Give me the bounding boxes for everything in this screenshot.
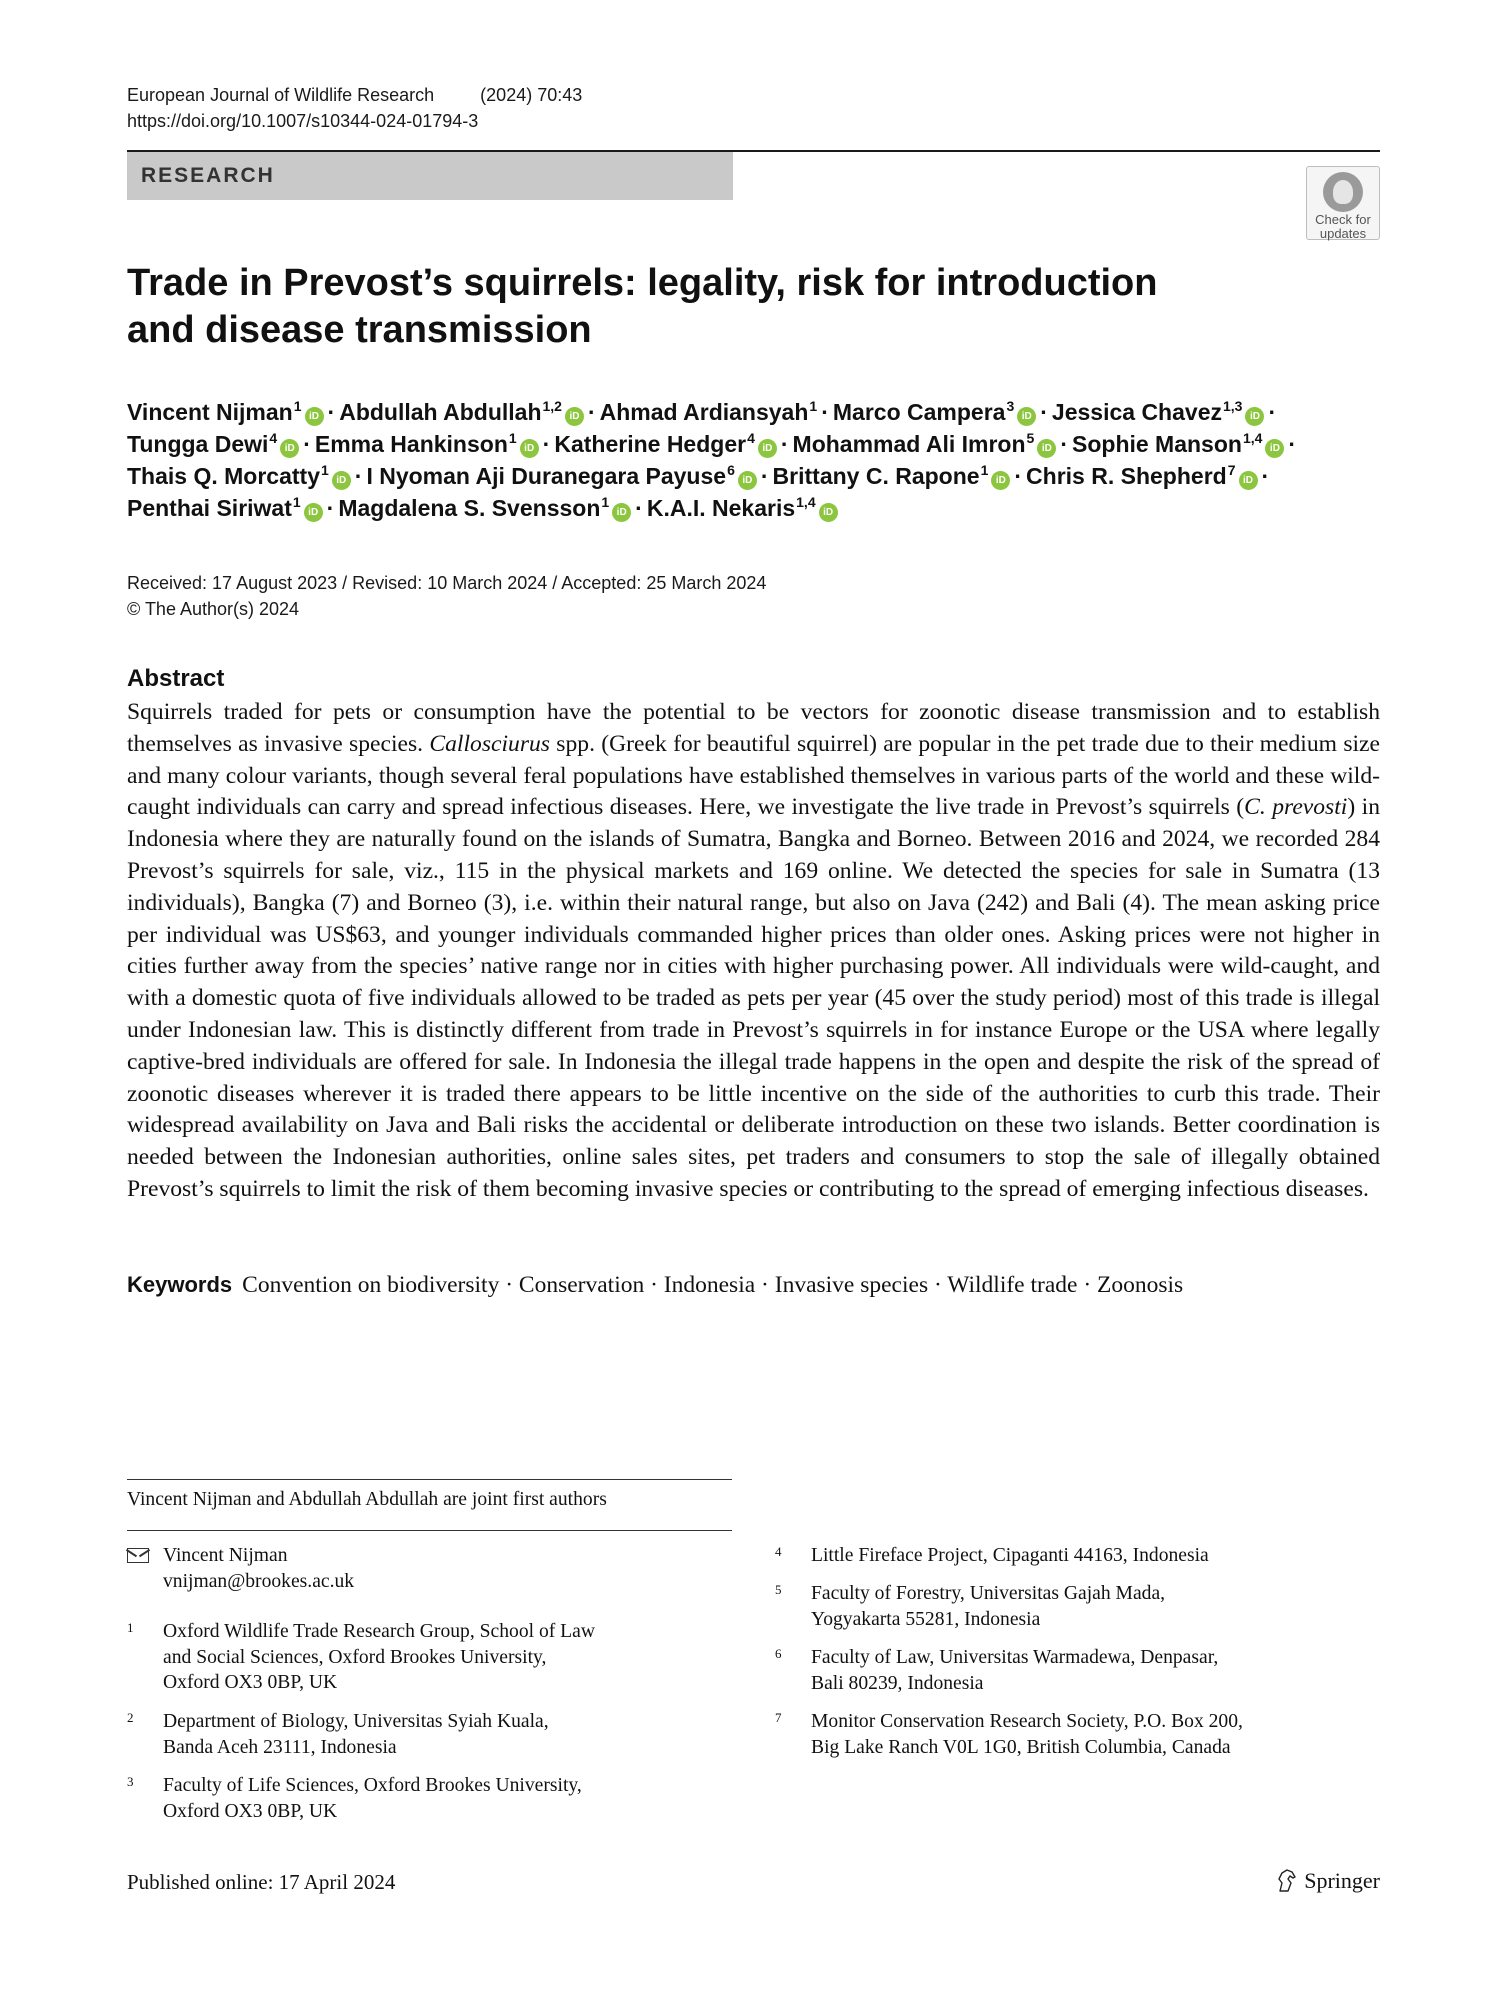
author-affiliation: 1 bbox=[320, 462, 329, 478]
author-name: Penthai Siriwat bbox=[127, 495, 292, 521]
author-affiliation: 4 bbox=[747, 430, 755, 446]
author-name: Brittany C. Rapone bbox=[772, 463, 980, 489]
abstract-text-2: spp. (Greek for beautiful squirrel) are popular in the pet trade due to their medium size and many colour variants, though several feral populations have established themselves in various parts of the world and these wild-caught individuals can carry and spread infectious diseases. Here, we investigate the live trade in Prevost’s squirrels ( bbox=[127, 730, 1380, 821]
author-affiliation: 7 bbox=[1227, 462, 1236, 478]
orcid-icon[interactable]: iD bbox=[612, 503, 631, 522]
author-name: Katherine Hedger bbox=[554, 431, 747, 457]
author-name: Magdalena S. Svensson bbox=[338, 495, 601, 521]
author-name: Vincent Nijman bbox=[127, 399, 293, 425]
orcid-icon[interactable]: iD bbox=[1037, 439, 1056, 458]
mail-icon bbox=[127, 1548, 149, 1563]
author-separator: · bbox=[1288, 431, 1297, 457]
orcid-icon[interactable]: iD bbox=[520, 439, 539, 458]
copyright: © The Author(s) 2024 bbox=[127, 599, 300, 619]
abstract-species: C. prevosti bbox=[1244, 794, 1348, 821]
affiliation-line: Yogyakarta 55281, Indonesia bbox=[811, 1608, 1041, 1630]
author[interactable] bbox=[793, 431, 1057, 457]
author-name: Tungga Dewi bbox=[127, 431, 269, 457]
check-updates-line1: Check for bbox=[1315, 212, 1371, 227]
keywords bbox=[127, 1269, 1183, 1301]
author-name: Sophie Manson bbox=[1072, 431, 1242, 457]
abstract-text-1: Squirrels traded for pets or consumption have the potential to be vectors for zoonotic disease transmission and to establish themselves as invasive species. bbox=[127, 699, 1380, 757]
author-separator: · bbox=[1060, 431, 1068, 457]
affiliation-line: Faculty of Life Sciences, Oxford Brookes University, bbox=[163, 1775, 582, 1796]
author-separator: · bbox=[354, 463, 363, 489]
author-affiliation: 1 bbox=[508, 430, 517, 446]
affiliation-number: 6 bbox=[775, 1646, 782, 1661]
springer-logo bbox=[1276, 1868, 1380, 1894]
author[interactable] bbox=[127, 463, 351, 489]
author-separator: · bbox=[821, 399, 829, 425]
keywords-label: Keywords bbox=[127, 1272, 233, 1297]
author[interactable] bbox=[647, 495, 838, 521]
author-name: Jessica Chavez bbox=[1051, 399, 1222, 425]
journal-header bbox=[127, 82, 582, 134]
affiliation-number: 7 bbox=[775, 1710, 782, 1725]
affiliation-line: Little Fireface Project, Cipaganti 44163, Indonesia bbox=[811, 1545, 1209, 1566]
affiliation-line: Faculty of Forestry, Universitas Gajah Mada, bbox=[811, 1583, 1166, 1604]
author-separator: · bbox=[587, 399, 596, 425]
author-list bbox=[127, 396, 1387, 524]
footnotes-right bbox=[775, 1543, 1380, 1773]
abstract-heading: Abstract bbox=[127, 665, 225, 692]
author-affiliation: 1,4 bbox=[1242, 430, 1263, 446]
keywords-list: Convention on biodiversity · Conservation · Indonesia · Invasive species · Wildlife trade · Zoonosis bbox=[242, 1272, 1184, 1298]
orcid-icon[interactable]: iD bbox=[1245, 407, 1264, 426]
affiliation-line: Oxford Wildlife Trade Research Group, School of Law bbox=[163, 1621, 595, 1642]
affiliation-line: Oxford OX3 0BP, UK bbox=[163, 1672, 338, 1693]
corresponding-email[interactable]: vnijman@brookes.ac.uk bbox=[163, 1570, 355, 1592]
orcid-icon[interactable]: iD bbox=[565, 407, 584, 426]
article-dates bbox=[127, 570, 766, 622]
author-name: Thais Q. Morcatty bbox=[127, 463, 320, 489]
author-name: I Nyoman Aji Duranegara Payuse bbox=[366, 463, 727, 489]
publisher-name: Springer bbox=[1304, 1868, 1380, 1893]
author-affiliation: 1 bbox=[980, 462, 989, 478]
abstract-text-3: ) in Indonesia where they are naturally found on the islands of Sumatra, Bangka and Borneo. Between 2016 and 2024, we recorded 284 Prevost’s squirrels for sale, viz., 115 in the physical markets and 169 online. We detected the species for sale in Sumatra (13 individuals), Bangka (7) and Borneo (3), i.e. within their natural range, but also on Java (242) and Bali (4). The mean asking price per individual was US$63, and younger individuals commanded higher prices than older ones. Asking prices were not higher in cities further away from the species’ native range nor in cities with higher purchasing power. All individuals were wild-caught, and with a domestic quota of five individuals allowed to be traded as pets per year (45 over the study period) most of this trade is illegal under Indonesian law. This is distinctly different from trade in Prevost’s squirrels in for instance Europe or the USA where legally captive-bred individuals are offered for sale. In Indonesia the illegal trade happens in the open and despite the risk of the spread of zoonotic diseases wherever it is traded there appears to be little incentive on the side of the authorities to curb this trade. Their widespread availability on Java and Bali risks the accidental or deliberate introduction on these two islands. Better coordination is needed between the Indonesian authorities, online sales sites, pet traders and consumers to stop the sale of illegally obtained Prevost’s squirrels to limit the risk of them becoming invasive species or contributing to the spread of emerging infectious diseases. bbox=[127, 794, 1381, 1202]
author[interactable] bbox=[1052, 399, 1265, 425]
orcid-icon[interactable]: iD bbox=[819, 503, 838, 522]
orcid-icon[interactable]: iD bbox=[304, 503, 323, 522]
author[interactable] bbox=[127, 495, 323, 521]
author-affiliation: 5 bbox=[1026, 430, 1035, 446]
footnote-rule-top bbox=[127, 1479, 732, 1480]
corresponding-name: Vincent Nijman bbox=[163, 1545, 288, 1566]
author-separator: · bbox=[1268, 399, 1277, 425]
author[interactable] bbox=[773, 463, 1011, 489]
section-label: RESEARCH bbox=[141, 164, 275, 187]
author[interactable] bbox=[1026, 463, 1257, 489]
author-affiliation: 1,3 bbox=[1223, 398, 1243, 414]
affiliation-line: Oxford OX3 0BP, UK bbox=[163, 1800, 338, 1822]
article-title: Trade in Prevost’s squirrels: legality, risk for introduction and disease transmission bbox=[127, 262, 1158, 351]
author[interactable] bbox=[127, 431, 299, 457]
author-name: Abdullah Abdullah bbox=[339, 399, 542, 425]
journal-name: European Journal of Wildlife Research bbox=[127, 85, 435, 105]
affiliation-line: Banda Aceh 23111, Indonesia bbox=[163, 1736, 397, 1758]
author-name: Ahmad Ardiansyah bbox=[599, 399, 809, 425]
author-name: Emma Hankinson bbox=[314, 431, 508, 457]
author-affiliation: 3 bbox=[1006, 398, 1015, 414]
orcid-icon[interactable]: iD bbox=[1239, 471, 1258, 490]
author-affiliation: 1 bbox=[601, 494, 610, 510]
doi-link[interactable]: https://doi.org/10.1007/s10344-024-01794-3 bbox=[127, 111, 479, 131]
orcid-icon[interactable]: iD bbox=[305, 407, 324, 426]
author-name: Mohammad Ali Imron bbox=[792, 431, 1026, 457]
author-separator: · bbox=[1014, 463, 1023, 489]
author-affiliation: 1 bbox=[293, 398, 302, 414]
affiliation-line: Department of Biology, Universitas Syiah Kuala, bbox=[163, 1711, 549, 1732]
author[interactable] bbox=[315, 431, 539, 457]
footnotes-left bbox=[127, 1543, 727, 1833]
joint-authors-note: Vincent Nijman and Abdullah Abdullah are joint first authors bbox=[127, 1489, 607, 1510]
author-separator: · bbox=[1261, 463, 1270, 489]
author-affiliation: 1 bbox=[809, 398, 818, 414]
author[interactable] bbox=[1072, 431, 1284, 457]
affiliation-line: and Social Sciences, Oxford Brookes University, bbox=[163, 1646, 547, 1668]
author-affiliation: 4 bbox=[269, 430, 278, 446]
author[interactable] bbox=[339, 399, 584, 425]
affiliation-line: Big Lake Ranch V0L 1G0, British Columbia, Canada bbox=[811, 1736, 1231, 1758]
author[interactable] bbox=[554, 431, 777, 457]
affiliation-number: 3 bbox=[127, 1774, 134, 1789]
author-separator: · bbox=[635, 495, 643, 521]
author-name: Chris R. Shepherd bbox=[1026, 463, 1227, 489]
affiliation-number: 2 bbox=[127, 1710, 134, 1725]
orcid-icon[interactable]: iD bbox=[738, 471, 757, 490]
orcid-icon[interactable]: iD bbox=[332, 471, 351, 490]
author-separator: · bbox=[542, 431, 551, 457]
author-separator: · bbox=[760, 463, 769, 489]
orcid-icon[interactable]: iD bbox=[1265, 439, 1284, 458]
orcid-icon[interactable]: iD bbox=[280, 439, 299, 458]
author-affiliation: 6 bbox=[727, 462, 735, 478]
abstract-body bbox=[127, 697, 1380, 1206]
author-name: K.A.I. Nekaris bbox=[646, 495, 796, 521]
abstract-genus: Callosciurus bbox=[429, 730, 550, 757]
affiliation-line: Faculty of Law, Universitas Warmadewa, Denpasar, bbox=[811, 1647, 1219, 1668]
author-affiliation: 1,2 bbox=[542, 398, 562, 414]
affiliation-number: 4 bbox=[775, 1544, 782, 1559]
author-separator: · bbox=[1040, 399, 1048, 425]
orcid-icon[interactable]: iD bbox=[991, 471, 1010, 490]
author[interactable] bbox=[338, 495, 631, 521]
author-affiliation: 1 bbox=[292, 494, 301, 510]
check-for-updates-badge[interactable] bbox=[1306, 166, 1380, 240]
affiliation-number: 1 bbox=[127, 1620, 134, 1635]
section-bar bbox=[127, 152, 733, 200]
author-separator: · bbox=[326, 495, 335, 521]
author[interactable] bbox=[127, 399, 324, 425]
journal-volume: (2024) 70:43 bbox=[480, 85, 583, 105]
author-separator: · bbox=[780, 431, 789, 457]
author-separator: · bbox=[303, 431, 311, 457]
check-for-updates-icon bbox=[1323, 172, 1363, 212]
author-separator: · bbox=[327, 399, 336, 425]
author-name: Marco Campera bbox=[832, 399, 1006, 425]
affiliation-line: Bali 80239, Indonesia bbox=[811, 1672, 984, 1694]
springer-horse-icon bbox=[1276, 1869, 1298, 1893]
published-online: Published online: 17 April 2024 bbox=[127, 1870, 396, 1894]
footnote-rule-bottom bbox=[127, 1530, 732, 1531]
author[interactable] bbox=[600, 399, 818, 425]
orcid-icon[interactable]: iD bbox=[758, 439, 777, 458]
affiliation-number: 5 bbox=[775, 1582, 782, 1597]
author[interactable] bbox=[833, 399, 1036, 425]
author[interactable] bbox=[366, 463, 756, 489]
check-updates-line2: updates bbox=[1319, 226, 1367, 241]
history-dates: Received: 17 August 2023 / Revised: 10 March 2024 / Accepted: 25 March 2024 bbox=[127, 573, 767, 593]
author-affiliation: 1,4 bbox=[796, 494, 816, 510]
orcid-icon[interactable]: iD bbox=[1017, 407, 1036, 426]
affiliation-line: Monitor Conservation Research Society, P.O. Box 200, bbox=[811, 1711, 1243, 1732]
